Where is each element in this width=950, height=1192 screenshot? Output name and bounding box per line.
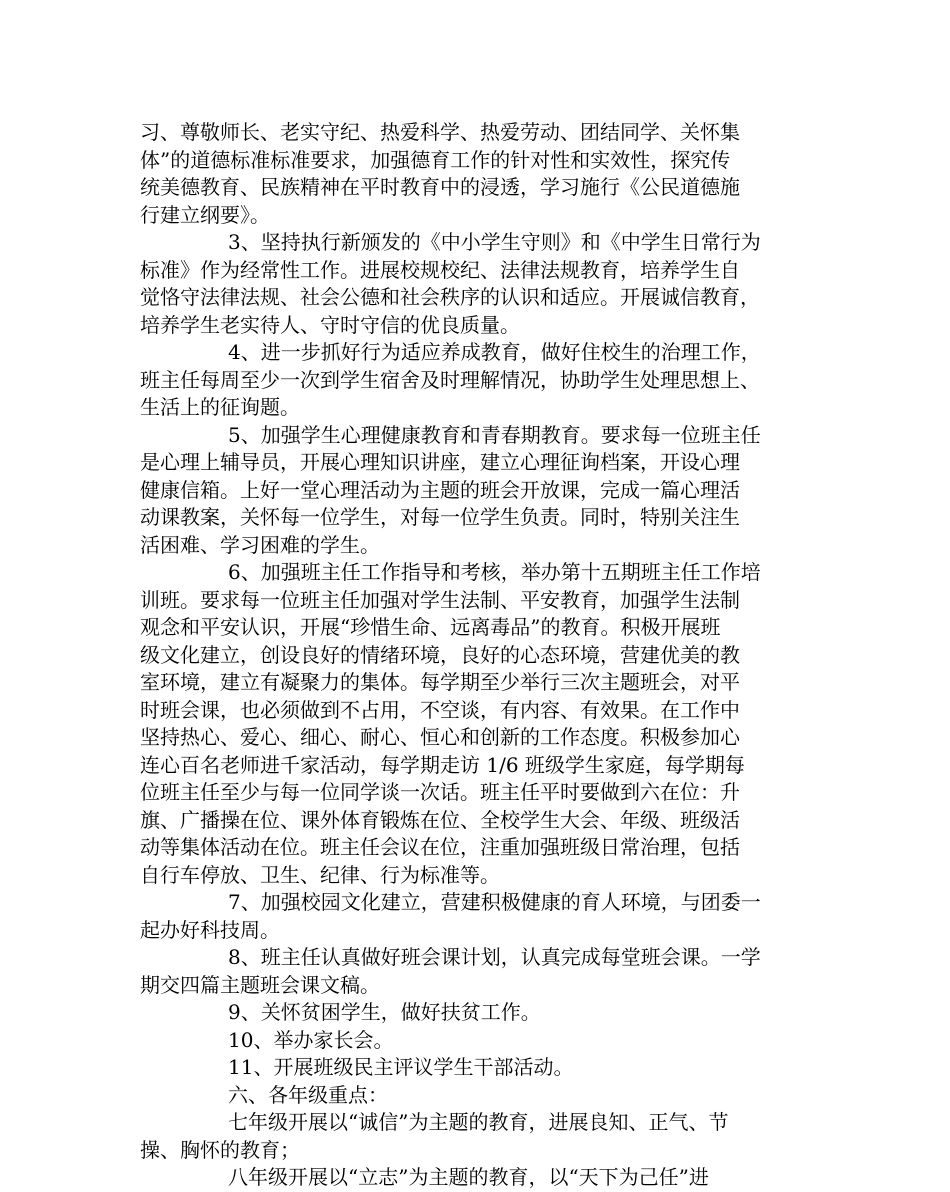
text-line: 级文化建立，创设良好的情绪环境，良好的心态环境，营建优美的教	[140, 642, 740, 667]
text-line: 4、进一步抓好行为适应养成教育，做好住校生的治理工作，	[228, 340, 761, 364]
text-line: 生活上的征询题。	[140, 395, 300, 419]
text-line: 起办好科技周。	[140, 917, 280, 942]
text-line: 觉恪守法律法规、社会公德和社会秩序的认识和适应。开展诚信教育，	[140, 285, 760, 309]
text-line: 习、尊敬师长、老实守纪、热爱科学、热爱劳动、团结同学、关怀集	[140, 120, 740, 144]
text-line: 观念和平安认识，开展“珍惜生命、远离毒品”的教育。积极开展班	[140, 615, 721, 639]
text-line: 7、加强校园文化建立，营建积极健康的育人环境，与团委一	[228, 890, 761, 914]
text-line: 10、举办家长会。	[228, 1027, 394, 1052]
text-line: 自行车停放、卫生、纪律、行为标准等。	[140, 862, 500, 887]
text-line: 六、各年级重点：	[228, 1082, 388, 1107]
text-line: 统美德教育、民族精神在平时教育中的浸透，学习施行《公民道德施	[140, 175, 740, 199]
text-line: 坚持热心、爱心、细心、耐心、恒心和创新的工作态度。积极参加心	[140, 725, 740, 749]
text-line: 行建立纲要》。	[140, 202, 270, 227]
text-line: 动等集体活动在位。班主任会议在位，注重加强班级日常治理，包括	[140, 835, 740, 859]
document-page	[140, 119, 820, 1192]
text-line: 体”的道德标准标准要求，加强德育工作的针对性和实效性，探究传	[140, 147, 731, 172]
text-line: 期交四篇主题班会课文稿。	[140, 972, 380, 997]
text-line: 9、关怀贫困学生，做好扶贫工作。	[228, 1000, 541, 1024]
text-line: 操、胸怀的教育；	[140, 1137, 300, 1162]
text-line: 旗、广播操在位、课外体育锻炼在位、全校学生大会、年级、班级活	[140, 807, 740, 832]
text-line: 是心理上辅导员，开展心理知识讲座，建立心理征询档案，开设心理	[140, 450, 740, 474]
text-line: 培养学生老实待人、守时守信的优良质量。	[140, 312, 520, 337]
text-line: 健康信箱。上好一堂心理活动为主题的班会开放课，完成一篇心理活	[140, 477, 740, 502]
text-line: 8、班主任认真做好班会课计划，认真完成每堂班会课。一学	[228, 945, 761, 969]
text-line: 3、坚持执行新颁发的《中小学生守则》和《中学生日常行为	[228, 230, 761, 254]
text-line: 室环境，建立有凝聚力的集体。每学期至少举行三次主题班会，对平	[140, 670, 740, 694]
text-line: 连心百名老师进千家活动，每学期走访 1/6 班级学生家庭，每学期每	[140, 752, 745, 777]
text-line: 活困难、学习困难的学生。	[140, 532, 380, 557]
text-line: 班主任每周至少一次到学生宿舍及时理解情况，协助学生处理思想上、	[140, 367, 760, 392]
text-line: 八年级开展以“立志”为主题的教育，以“天下为己任”进	[228, 1165, 709, 1189]
text-line: 位班主任至少与每一位同学谈一次话。班主任平时要做到六在位：升	[140, 780, 740, 804]
text-line: 时班会课，也必须做到不占用，不空谈，有内容、有效果。在工作中	[140, 697, 740, 722]
text-line: 11、开展班级民主评议学生干部活动。	[228, 1055, 574, 1079]
text-line: 训班。要求每一位班主任加强对学生法制、平安教育，加强学生法制	[140, 587, 740, 612]
text-line: 5、加强学生心理健康教育和青春期教育。要求每一位班主任	[228, 422, 761, 447]
text-line: 动课教案，关怀每一位学生，对每一位学生负责。同时，特别关注生	[140, 505, 740, 529]
text-line: 6、加强班主任工作指导和考核，举办第十五期班主任工作培	[228, 560, 761, 584]
text-line: 七年级开展以“诚信”为主题的教育，进展良知、正气、节	[228, 1110, 729, 1134]
text-line: 标准》作为经常性工作。进展校规校纪、法律法规教育，培养学生自	[140, 257, 740, 282]
